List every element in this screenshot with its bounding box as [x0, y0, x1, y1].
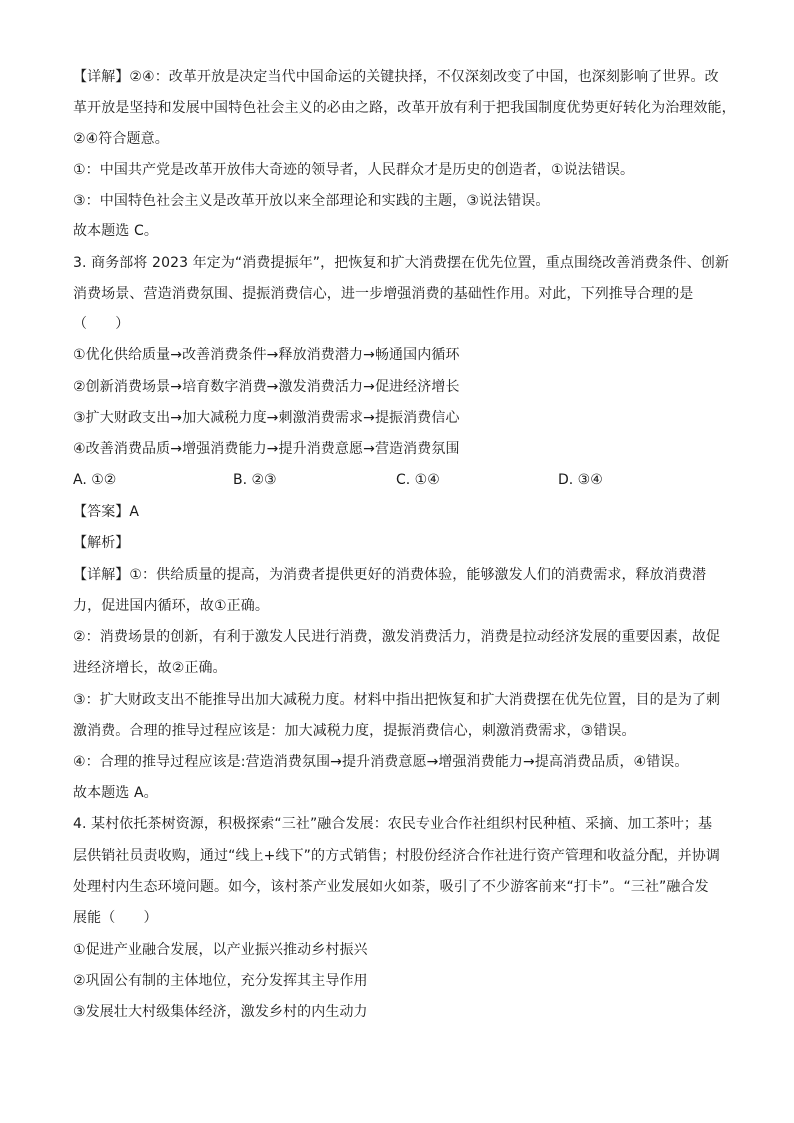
answer-conclusion-q3: 故本题选 A。 — [73, 785, 158, 801]
question-3-item-2: ②创新消费场景→培育数字消费→激发消费活力→促进经济增长 — [73, 379, 460, 395]
detail-q3-line-4: 进经济增长，故②正确。 — [73, 660, 227, 676]
answer-conclusion-q2: 故本题选 C。 — [73, 223, 158, 239]
answer-label: 【答案】A — [73, 504, 140, 520]
detail-paragraph-line-3: ②④符合题意。 — [73, 131, 169, 147]
question-3-item-3: ③扩大财政支出→加大减税力度→刺激消费需求→提振消费信心 — [73, 410, 460, 426]
detail-paragraph-line-2: 革开放是坚持和发展中国特色社会主义的必由之路，改革开放有利于把我国制度优势更好转化为治理效能， — [73, 100, 736, 116]
detail-q3-line-7: ④：合理的推导过程应该是:营造消费氛围→提升消费意愿→增强消费能力→提高消费品质，④错误。 — [73, 754, 689, 770]
detail-q3-line-6: 激消费。合理的推导过程应该是：加大减税力度，提振消费信心，刺激消费需求，③错误。 — [73, 723, 636, 739]
question-4-item-3: ③发展壮大村级集体经济，激发乡村的内生动力 — [73, 1004, 368, 1020]
question-3-item-4: ④改善消费品质→增强消费能力→提升消费意愿→营造消费氛围 — [73, 441, 460, 457]
question-3-stem-line-2: 消费场景、营造消费氛围、提振消费信心，进一步增强消费的基础性作用。对此，下列推导合理的是 — [73, 286, 694, 302]
option-d: D. ③④ — [558, 472, 603, 488]
question-3-blank: （ ） — [73, 316, 130, 332]
detail-paragraph-line-1: 【详解】②④：改革开放是决定当代中国命运的关键抉择，不仅深刻改变了中国，也深刻影响了世界。改 — [73, 69, 719, 85]
detail-q3-line-1: 【详解】①：供给质量的提高，为消费者提供更好的消费体验，能够激发人们的消费需求，释放消费潜 — [73, 567, 707, 583]
question-4-stem-line-2: 层供销社员责收购，通过“线上+线下”的方式销售；村股份经济合作社进行资产管理和收益分配，并协调 — [73, 848, 720, 864]
explanation-line-1: ①：中国共产党是改革开放伟大奇迹的领导者，人民群众才是历史的创造者，①说法错误。 — [73, 162, 635, 178]
option-c: C. ①④ — [396, 472, 440, 488]
option-a: A. ①② — [73, 472, 117, 488]
question-4-stem-line-3: 处理村内生态环境问题。如今，该村茶产业发展如火如荼，吸引了不少游客前来“打卡”。“三社”融合发 — [73, 879, 709, 895]
explanation-line-3: ③：中国特色社会主义是改革开放以来全部理论和实践的主题，③说法错误。 — [73, 193, 550, 209]
detail-q3-line-3: ②：消费场景的创新，有利于激发人民进行消费，激发消费活力，消费是拉动经济发展的重要因素，故促 — [73, 629, 721, 645]
question-3-stem-line-1: 3. 商务部将 2023 年定为“消费提振年”，把恢复和扩大消费摆在优先位置，重点围绕改善消费条件、创新 — [73, 255, 730, 271]
question-3-item-1: ①优化供给质量→改善消费条件→释放消费潜力→畅通国内循环 — [73, 347, 460, 363]
question-4-stem-line-1: 4. 某村依托茶树资源，积极探索“三社”融合发展：农民专业合作社组织村民种植、采摘、加工茶叶；基 — [73, 816, 713, 832]
option-b: B. ②③ — [233, 472, 277, 488]
question-4-item-2: ②巩固公有制的主体地位，充分发挥其主导作用 — [73, 973, 368, 989]
analysis-label: 【解析】 — [73, 535, 130, 551]
detail-q3-line-5: ③：扩大财政支出不能推导出加大减税力度。材料中指出把恢复和扩大消费摆在优先位置，目的是为了刺 — [73, 692, 721, 708]
detail-q3-line-2: 力，促进国内循环，故①正确。 — [73, 598, 269, 614]
question-4-stem-line-4: 展能（ ） — [73, 910, 158, 926]
question-4-item-1: ①促进产业融合发展，以产业振兴推动乡村振兴 — [73, 942, 368, 958]
